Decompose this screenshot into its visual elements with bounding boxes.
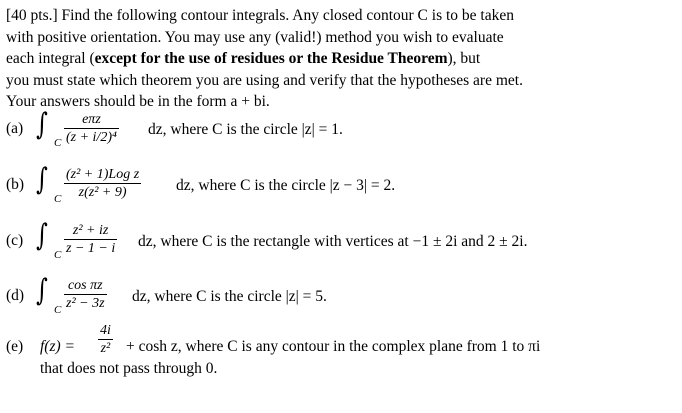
term-fraction-e	[98, 323, 113, 357]
term-fraction-e-denominator: z²	[100, 341, 111, 356]
integral-sign-b: ∫	[36, 162, 48, 197]
problem-e-condition-continued: that does not pass through 0.	[40, 360, 218, 377]
term-fraction-e-numerator: 4i	[100, 323, 111, 338]
problem-c-label: (c)	[6, 232, 24, 249]
problem-b-label: (b)	[6, 176, 25, 193]
integrand-b-denominator: z(z² + 9)	[78, 185, 127, 200]
contour-subscript-d: C	[54, 304, 62, 316]
integral-sign-d: ∫	[36, 273, 48, 308]
problem-c-condition: dz, where C is the rectangle with vertices at −1 ± 2i and 2 ± 2i.	[138, 233, 528, 250]
intro-line-3-start: each integral (	[6, 50, 95, 67]
integral-sign-a: ∫	[36, 107, 48, 142]
intro-line-1: [40 pts.] Find the following contour integrals. Any closed contour C is to be taken	[6, 7, 514, 24]
contour-subscript-a: C	[54, 137, 62, 149]
intro-line-4: you must state which theorem you are using and verify that the hypotheses are met.	[6, 71, 523, 89]
integrand-c-denominator: z − 1 − i	[66, 241, 116, 256]
problem-e-condition: + cosh z, where C is any contour in the complex plane from 1 to πi	[126, 338, 541, 355]
intro-line-2: with positive orientation. You may use any (valid!) method you wish to evaluate	[6, 28, 504, 46]
problem-d-condition: dz, where C is the circle |z| = 5.	[132, 288, 327, 305]
integrand-d-numerator: cos πz	[67, 278, 103, 293]
problem-b-condition: dz, where C is the circle |z − 3| = 2.	[176, 177, 396, 194]
intro-line-3-emphasis: except for the use of residues or the Residue Theorem	[94, 50, 448, 67]
intro-line-3-end: ), but	[447, 50, 481, 67]
integrand-d	[64, 278, 107, 312]
function-definition-e: f(z) =	[40, 338, 75, 355]
intro-line-3	[6, 48, 666, 70]
integrand-c	[64, 223, 117, 257]
integrand-d-denominator: z² − 3z	[66, 296, 105, 311]
intro-line-5: Your answers should be in the form a + bi.	[6, 93, 270, 110]
problem-e-label: (e)	[6, 338, 24, 355]
problem-statement	[6, 5, 666, 113]
integrand-b-numerator: (z² + 1)Log z	[66, 167, 140, 182]
problem-a-label: (a)	[6, 120, 24, 137]
integrand-c-numerator: z² + iz	[72, 223, 109, 238]
integrand-a	[64, 112, 119, 146]
integrand-b	[64, 167, 141, 201]
integrand-a-numerator: eπz	[82, 112, 101, 127]
integral-sign-c: ∫	[36, 218, 48, 253]
integrand-a-denominator: (z + i/2)⁴	[66, 130, 117, 145]
problem-a-condition: dz, where C is the circle |z| = 1.	[148, 121, 343, 138]
contour-subscript-c: C	[54, 249, 62, 261]
contour-subscript-b: C	[54, 193, 62, 205]
problem-d-label: (d)	[6, 287, 25, 304]
